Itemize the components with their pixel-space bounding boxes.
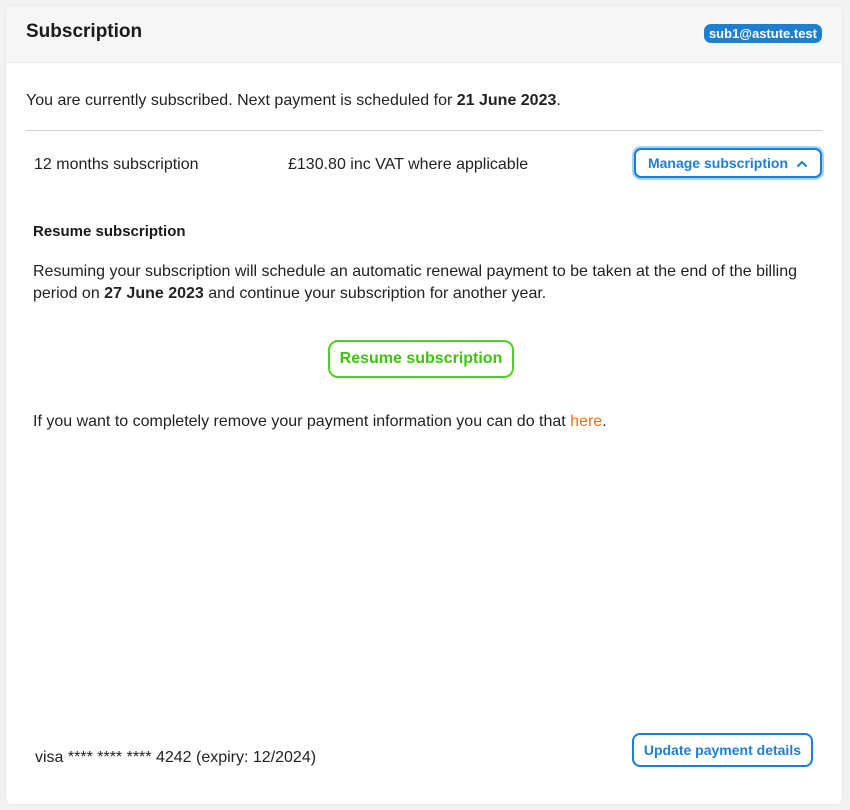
resume-subscription-button[interactable]: Resume subscription <box>328 340 514 378</box>
renewal-date: 27 June 2023 <box>104 285 204 302</box>
update-payment-details-button[interactable]: Update payment details <box>632 733 813 767</box>
status-suffix: . <box>556 92 561 109</box>
page-title: Subscription <box>26 21 143 42</box>
resume-description <box>33 261 823 305</box>
plan-name: 12 months subscription <box>34 156 199 173</box>
plan-price: £130.80 inc VAT where applicable <box>288 156 529 173</box>
next-payment-date: 21 June 2023 <box>456 92 557 109</box>
divider <box>26 130 822 131</box>
resume-heading: Resume subscription <box>33 223 186 240</box>
remove-payment-link[interactable]: here <box>570 413 603 430</box>
manage-subscription-label: Manage subscription <box>647 155 788 171</box>
card-header <box>6 6 842 63</box>
user-email-badge: sub1@astute.test <box>704 24 822 43</box>
card-details: visa **** **** **** 4242 (expiry: 12/2024) <box>35 749 317 766</box>
subscription-status <box>26 92 561 110</box>
chevron-up-icon <box>796 157 808 169</box>
remove-payment-info-text <box>33 413 607 431</box>
subscription-card <box>6 6 842 804</box>
status-prefix: You are currently subscribed. Next payment is scheduled for <box>26 92 457 109</box>
remove-suffix: . <box>602 413 607 430</box>
plan-row <box>26 148 822 184</box>
resume-text-prefix: Resuming your subscription will schedule an automatic renewal payment to be taken at the end of the billing period on <box>33 263 797 302</box>
resume-text-suffix: and continue your subscription for another year. <box>203 285 547 302</box>
remove-prefix: If you want to completely remove your payment information you can do that <box>33 413 571 430</box>
manage-subscription-button[interactable] <box>634 148 822 178</box>
